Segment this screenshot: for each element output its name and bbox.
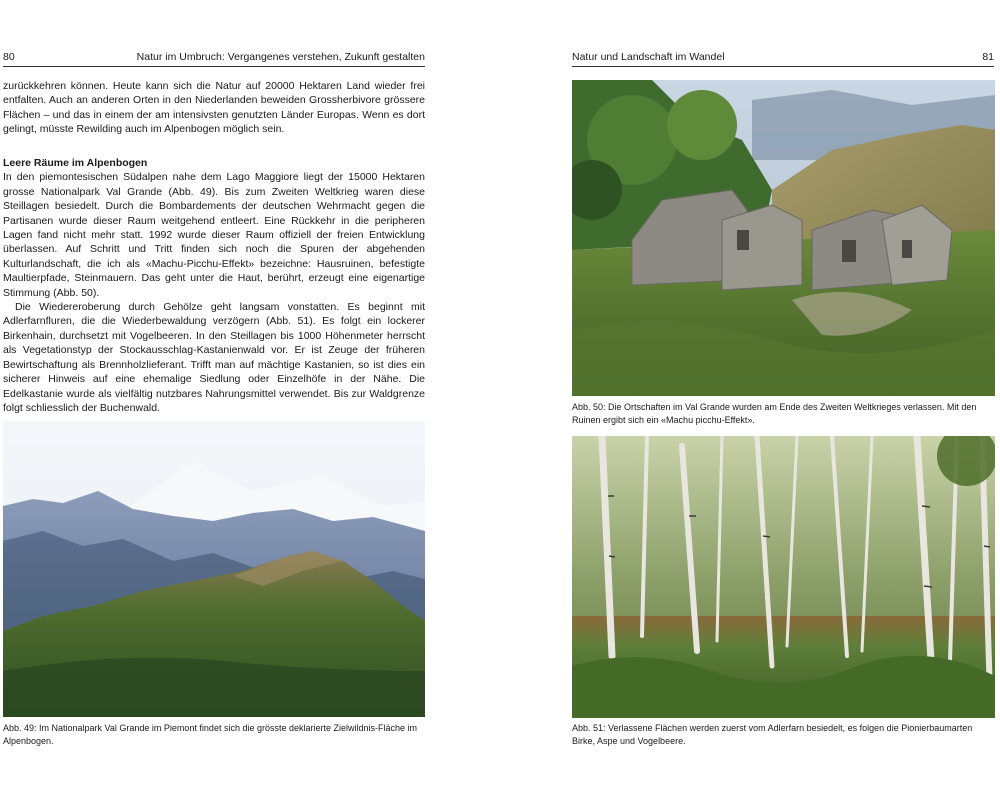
running-title-right: Natur und Landschaft im Wandel [572, 51, 725, 63]
figure-50-ruins-photo [572, 80, 995, 396]
running-title-left: Natur im Umbruch: Vergangenes verstehen, Zukunft gestalten [136, 51, 425, 63]
stone-ruins-image [572, 80, 995, 396]
section-heading: Leere Räume im Alpenbogen [3, 157, 148, 169]
right-page [570, 0, 1000, 800]
birch-forest-image [572, 436, 995, 718]
figure-49-mountain-photo [3, 421, 425, 717]
running-head-left [3, 50, 425, 67]
running-head-right [572, 50, 994, 67]
intro-paragraph [3, 79, 425, 137]
figure-50-caption: Abb. 50: Die Ortschaften im Val Grande wurden am Ende des Zweiten Weltkrieges verlassen. Mit den Ruinen ergibt sich ein «Machu picchu-Effekt». [572, 402, 977, 425]
section-paragraph-1: In den piemontesischen Südalpen nahe dem Lago Maggiore liegt der 15000 Hektaren grosse Nationalpark Val Grande (Abb. 49). Bis zum Zweiten Weltkrieg waren diese Steillagen besiedelt. Durch die Bombardements der deutschen Wehrmacht gegen die Partisanen wurde dieser Raum weitgehend entleert. Eine Rückkehr in die peripheren Lagen fand nicht mehr statt. 1992 wurde dieser Raum offiziell der freien Entwicklung überlassen. Auf Schritt und Tritt finden sich noch die Spuren der abgehenden Kulturlandschaft, die ich als «Machu-Picchu-Effekt» bezeichne: Hausruinen, befestigte Maultierpfade, Steinmauern. Das geht unter die Haut, berührt, erzeugt eine eigenartige Stimmung (Abb. 50). [3, 171, 425, 299]
figure-49-caption: Abb. 49: Im Nationalpark Val Grande im Piemont findet sich die grösste deklarierte Zielwildnis-Fläche im Alpenbogen. [3, 723, 418, 746]
intro-paragraph-text: zurückkehren können. Heute kann sich die Natur auf 20000 Hektaren Land wieder frei entfalten. Auch an anderen Orten in den Niederlanden beweiden Grossherbivore grössere Flächen – und das in einem der am intensivsten genutzten Länder Europas. Wenn es dort gelingt, müsste Rewilding auch im Alpenbogen möglich sein. [3, 80, 425, 136]
left-page [0, 0, 430, 800]
page-number-left: 80 [3, 51, 15, 63]
section-leere-raeume [3, 156, 425, 415]
page-number-right: 81 [982, 51, 994, 63]
mountain-landscape-image [3, 421, 425, 717]
figure-51-caption: Abb. 51: Verlassene Flächen werden zuerst vom Adlerfarn besiedelt, es folgen die Pionierbaumarten Birke, Aspe und Vogelbeere. [572, 723, 973, 746]
figure-51-birch-forest-photo [572, 436, 995, 718]
section-paragraph-2: Die Wiedereroberung durch Gehölze geht langsam vonstatten. Es beginnt mit Adlerfarnfluren, die die Wiederbewaldung verzögern (Abb. 51). Es folgt ein lockerer Birkenhain, durchsetzt mit Vogelbeeren. In den Steillagen bis 1000 Höhenmeter herrscht als Vegetationstyp der Stockausschlag-Kastanienwald vor. Er ist Zeuge der früheren Bewirtschaftung als Brennholzlieferant. Trifft man auf mächtige Kastanien, so ist dies ein sicherer Hinweis auf eine ehemalige Siedlung oder Einzelhöfe in der Nähe. Die Edelkastanie wurde als vielfältig nutzbares Nahrungsmittel verwendet. Bis zur Waldgrenze folgt schliesslich der Buchenwald. [3, 301, 425, 414]
